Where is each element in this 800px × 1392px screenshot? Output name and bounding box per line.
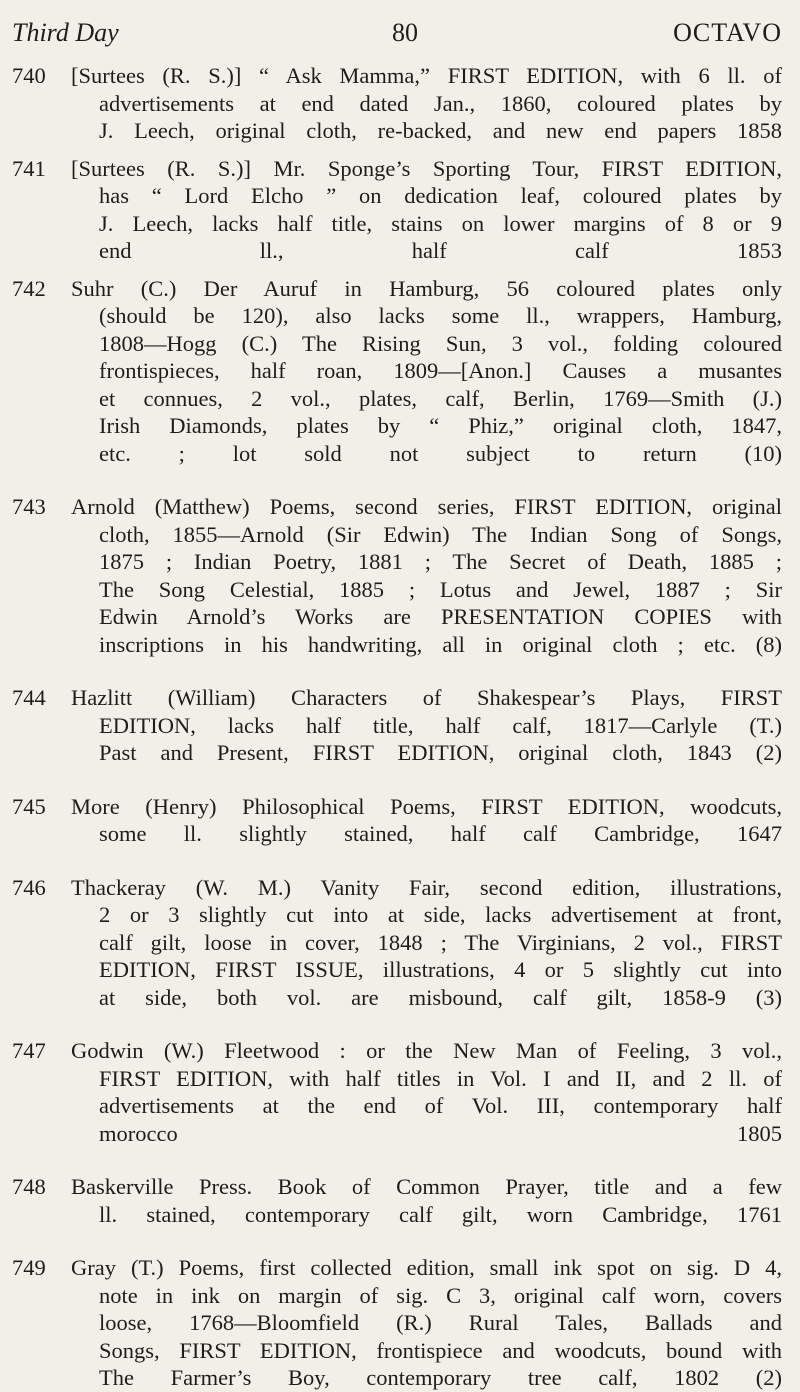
lot-description-line: morocco 1805 [99, 1120, 782, 1146]
lot-description-line: J. Leech, lacks half title, stains on lower margins of 8 or 9 [99, 210, 782, 236]
lot-description-line: 1875 ; Indian Poetry, 1881 ; The Secret of Death, 1885 ; [99, 549, 782, 574]
lot-entry [12, 1037, 782, 1147]
lot-description [71, 493, 782, 658]
lot-number: 746 [12, 874, 46, 900]
lot-description [71, 155, 782, 265]
lot-entry [12, 275, 782, 468]
lot-number: 743 [12, 494, 46, 519]
lot-description-line: Hazlitt (William) Characters of Shakespear’s Plays, FIRST [71, 685, 782, 710]
lot-description-line: (should be 120), also lacks some ll., wrappers, Hamburg, [99, 303, 782, 328]
lot-description [71, 1173, 782, 1228]
lot-entry [12, 493, 782, 658]
lot-number: 741 [12, 155, 46, 181]
format-heading: OCTAVO [673, 18, 782, 47]
lot-description-line: Edwin Arnold’s Works are PRESENTATION COPIES with [99, 604, 782, 629]
lot-description-line: loose, 1768—Bloomfield (R.) Rural Tales, Ballads and [99, 1310, 782, 1335]
lot-number: 742 [12, 275, 46, 301]
lot-description-line: [Surtees (R. S.)] “ Ask Mamma,” FIRST EDITION, with 6 ll. of [71, 63, 782, 88]
lot-description-line: Thackeray (W. M.) Vanity Fair, second edition, illustrations, [71, 874, 782, 900]
lot-description [71, 793, 782, 848]
lot-description [71, 874, 782, 1012]
lot-description-line: at side, both vol. are misbound, calf gilt, 1858-9 (3) [99, 984, 782, 1010]
lot-description-line: Songs, FIRST EDITION, frontispiece and woodcuts, bound with [99, 1337, 782, 1363]
lot-entry [12, 684, 782, 767]
lot-description-line: [Surtees (R. S.)] Mr. Sponge’s Sporting Tour, FIRST EDITION, [71, 155, 782, 181]
lot-number: 744 [12, 685, 46, 710]
lot-entry [12, 874, 782, 1012]
lot-description-line: cloth, 1855—Arnold (Sir Edwin) The Indian Song of Songs, [99, 521, 782, 547]
lot-number: 740 [12, 63, 46, 88]
lot-description-line: EDITION, FIRST ISSUE, illustrations, 4 or 5 slightly cut into [99, 957, 782, 982]
lot-description [71, 275, 782, 468]
lot-description-line: advertisements at end dated Jan., 1860, coloured plates by [99, 90, 782, 116]
lot-description-line: note in ink on margin of sig. C 3, original calf worn, covers [99, 1282, 782, 1308]
lot-description-line: inscriptions in his handwriting, all in original cloth ; etc. (8) [99, 631, 782, 657]
lot-description-line: 2 or 3 slightly cut into at side, lacks advertisement at front, [99, 902, 782, 927]
lot-number: 747 [12, 1038, 46, 1063]
lot-description-line: Irish Diamonds, plates by “ Phiz,” original cloth, 1847, [99, 413, 782, 438]
lot-description-line: advertisements at the end of Vol. III, contemporary half [99, 1093, 782, 1118]
lot-description-line: Suhr (C.) Der Auruf in Hamburg, 56 coloured plates only [71, 275, 782, 301]
lot-description-line: Arnold (Matthew) Poems, second series, FIRST EDITION, original [71, 494, 782, 519]
lot-description-line: 1808—Hogg (C.) The Rising Sun, 3 vol., folding coloured [99, 330, 782, 356]
lot-description-line: Past and Present, FIRST EDITION, original cloth, 1843 (2) [99, 740, 782, 765]
lot-description [71, 62, 782, 145]
lot-description [71, 1037, 782, 1147]
lot-description-line: More (Henry) Philosophical Poems, FIRST EDITION, woodcuts, [71, 793, 782, 819]
lot-entry [12, 1173, 782, 1228]
day-heading: Third Day [12, 18, 119, 47]
lot-entry [12, 155, 782, 265]
lot-description-line: Gray (T.) Poems, first collected edition, small ink spot on sig. D 4, [71, 1255, 782, 1280]
lot-description-line: The Song Celestial, 1885 ; Lotus and Jewel, 1887 ; Sir [99, 576, 782, 602]
lot-description-line: Godwin (W.) Fleetwood : or the New Man of Feeling, 3 vol., [71, 1038, 782, 1063]
lot-description-line: FIRST EDITION, with half titles in Vol. I and II, and 2 ll. of [99, 1065, 782, 1091]
lot-description-line: end ll., half calf 1853 [99, 238, 782, 263]
lot-description-line: Baskerville Press. Book of Common Prayer, title and a few [71, 1174, 782, 1199]
lot-number: 745 [12, 793, 46, 819]
lot-description-line: frontispieces, half roan, 1809—[Anon.] Causes a musantes [99, 358, 782, 383]
lot-description-line: has “ Lord Elcho ” on dedication leaf, coloured plates by [99, 183, 782, 208]
lot-description-line: The Farmer’s Boy, contemporary tree calf, 1802 (2) [99, 1365, 782, 1390]
lot-entry [12, 793, 782, 848]
lot-description-line: etc. ; lot sold not subject to return (10) [99, 440, 782, 466]
lot-description-line: EDITION, lacks half title, half calf, 1817—Carlyle (T.) [99, 712, 782, 738]
lot-number: 748 [12, 1174, 46, 1199]
running-head [12, 10, 782, 58]
lot-description-line: calf gilt, loose in cover, 1848 ; The Virginians, 2 vol., FIRST [99, 929, 782, 955]
lot-description-line: ll. stained, contemporary calf gilt, worn Cambridge, 1761 [99, 1201, 782, 1227]
lot-entry [12, 62, 782, 145]
lot-number: 749 [12, 1255, 46, 1280]
lot-list [12, 62, 782, 1392]
lot-description-line: J. Leech, original cloth, re-backed, and new end papers 1858 [99, 118, 782, 143]
lot-entry [12, 1254, 782, 1392]
lot-description [71, 1254, 782, 1392]
lot-description [71, 684, 782, 767]
lot-description-line: et connues, 2 vol., plates, calf, Berlin, 1769—Smith (J.) [99, 385, 782, 411]
lot-description-line: some ll. slightly stained, half calf Cambridge, 1647 [99, 821, 782, 846]
page-number: 80 [392, 18, 418, 47]
